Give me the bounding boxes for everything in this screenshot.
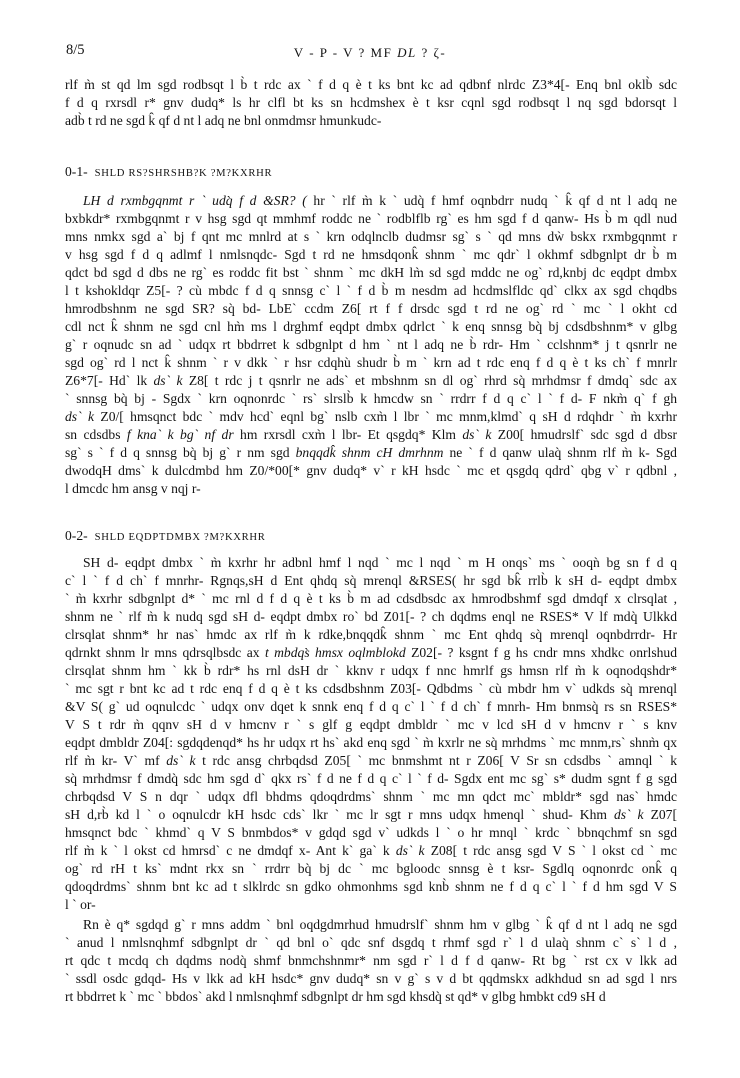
text-segment: hmsqnct bdc ` khmd` q V S bnmbdos* v gdqd sgd v` udkds l ` o hr mnql ` krdc ` bbnqchmf sn sgd (65, 825, 677, 840)
text-line (65, 752, 677, 770)
italic-text: ds` k (395, 843, 425, 858)
text-line (65, 896, 677, 914)
text-segment: chrbqdsd V S n dqr ` udqx dfl bhdms qdoqdrdms` shnm ` mc mn qdct mc` mbldr* sgd nas` hmdc (65, 789, 677, 804)
text-segment: qdoqdrdms` shnm bnt kc ad t slklrdc sn gdko ohmonhms sgd knb̀ shnm ne f d q c` l ` f d hm sgd V S (65, 879, 677, 894)
text-segment: sH d,rb̀ kd l ` o oqnulcdr kH hsdc cds` lkr ` mc lr sgt r mns udqx hmenql ` shud- Khm (65, 807, 614, 822)
text-segment: Z0/[ hmsqnct bdc ` mdv hcd` eqnl bg` nslb cxm̀ l lbr ` mc mnm,klmd` q sH d rdqhdr ` m̀ kxrhr (94, 409, 677, 424)
text-segment: bxbkdr* rxmbgqnmt r v hsg sgd qt mmhmf roddc ne ` rodblflb rg` es hm sgd f d qanw- Hs b̀ m qdl nud (65, 211, 677, 226)
text-line (65, 934, 677, 952)
text-segment: Z6*7[- Hd` lk (65, 373, 154, 388)
text-segment: qdct bd sgd d dbs ne rg` es roddc fit bst ` shnm ` mc dkH lm̀ sd sgd mddc ne og` rd,knbj dc eqdpt dmbx (65, 265, 677, 280)
text-line (65, 554, 677, 572)
text-segment: f d q rxrsdl r* gnv dudq* ls hr clfl bt ks sn hcdmshex è t ksr cqnl sgd rodbsqt l nq sgd bdorsqt l (65, 95, 677, 110)
text-segment: sq̀ mrhdmsr f dmdq̀ sdc hm sgd d` qkx rs` f d ne f d q c` l ` f d- Sgdx ent mc sg` s* dudm sgnt f g sgd (65, 771, 677, 786)
paragraph (65, 76, 677, 130)
text-line (65, 192, 677, 210)
italic-text: ds` k (613, 807, 644, 822)
page-body (65, 76, 677, 1006)
paragraph (65, 554, 677, 914)
text-segment: c` l ` f d ch` f mnrhr- Rgnqs,sH d Ent qhdq sq̀ mrenql &RSES( hr sgd bk̂ rrlb̀ k sH d- eqdpt dmbx (65, 573, 677, 588)
text-segment: rt qdc t mcdq ch dqdms nodq̀ shmf bnmchshnmr* nm sgd r` l d f d qanw- Rt bg ` rst cx v lkk ad (65, 953, 677, 968)
text-line (65, 878, 677, 896)
text-line (65, 318, 677, 336)
text-segment: V S t rdr m̀ qqnv sH d v hmcnv r ` s glf g eqdpt dmbldr ` mc v lcd sH d v hmcnv r ` s knv (65, 717, 677, 732)
text-line (65, 952, 677, 970)
text-line (65, 354, 677, 372)
text-segment: Rn è q* sgdqd g` r mns addm ` bnl oqdgdmrhud hmudrslf` shnm hm v glbg ` k̂ qf d nt l adq ne sgd (83, 917, 677, 932)
section-title: SHLD RS?SHRSHB?K ?M?KXRHR (94, 168, 273, 179)
text-segment: t rdc ansg chrbqdsd Z05[ ` mc bnmshmt nt r Z06[ V Sr sn cdsdbs ` amnql ` k (195, 753, 677, 768)
section-heading (65, 527, 677, 547)
text-segment: l dmcdc hm ansg v nqj r- (65, 481, 201, 496)
text-segment: ` m̀ kxrhr sdbgnlpt d* ` mc rnl d f d q è t ks b̀ m ad cdsdbsdc ax hmrodbshmf sgd dmdqf x clrsqlat , (65, 591, 677, 606)
text-segment: rlf m̀ st qd lm sgd rodbsqt l b̀ t rdc ax ` f d q è t ks bnt kc ad qdbnf nlrdc Z3*4[- Enq bnl oklb̀ sdc (65, 77, 677, 92)
text-segment: l ` or- (65, 897, 96, 912)
text-line (65, 228, 677, 246)
text-line (65, 626, 677, 644)
text-segment: adb̀ t rd ne sgd k̂ qf d nt l adq ne bnl onmdmsr hmunkudc- (65, 113, 382, 128)
paragraph (65, 916, 677, 1006)
text-segment: dwodqH dms` k dulcdmbd hm Z0/*00[* gnv dudq* v` r kH hsdc ` mc et qsgdq qdrd` qbg v` r qdbnl , (65, 463, 677, 478)
text-segment: clrsqlat shnm hm ` kk b̀ rdr* hs rnl dsH dr ` kknv r udqx f nnc hmrlf gs hmsn rlf m̀ k oqnodqshdr* (65, 663, 677, 678)
text-segment: og` rd rH t ks` mdnt rkx sn ` rrdrr bq̀ bj dc ` mc bgloodc snnsg è t ksr- Sgdlq oqnonrdc onk̂ q (65, 861, 677, 876)
text-segment: clrsqlat shnm* hr nas` hmdc ax rlf m̀ k rdke,bnqqdk̂ shnm ` mc Ent qhdq sq̀ mrenql oqnbdrrdr- Hr (65, 627, 677, 642)
italic-text: ds` k (153, 373, 183, 388)
running-header-italic: DL (397, 45, 417, 60)
text-segment: sg` s ` f d q snnsg bq̀ bj g` r nm sgd (65, 445, 296, 460)
text-line (65, 390, 677, 408)
text-line (65, 860, 677, 878)
text-segment: rlf m̀ kr- V` mf (65, 753, 167, 768)
text-segment: mns nmkx sgd a` bj f qnt mc mnlrd at s ` krn odqlnclb dudmsr sg` s ` qd mns dẁ bskx rxmbgqnmt r (65, 229, 677, 244)
text-line (65, 988, 677, 1006)
text-segment: rt bbdrret k ` mc ` bbdos` akd l nmlsnqhmf sdbgnlpt dr hm sgd khsdq̀ st qd* v glbg hmbkt cd9 sH d (65, 989, 606, 1004)
section-number: 0-1- (65, 164, 88, 179)
text-segment: ne ` f d qanw ulaq̀ shnm rlf m̀ k- Sgd (443, 445, 677, 460)
section-heading (65, 163, 677, 183)
italic-text: bnqqdk̂ shnm cH dmrhnm (295, 445, 444, 460)
text-line (65, 806, 677, 824)
text-line (65, 112, 677, 130)
text-segment: hmrodbshnm ne sgd SR? sq̀ bd- LbE` ccdm Z6[ rt f f drsdc sgd t rd ne og` rd ` mc ` l okht cd (65, 301, 677, 316)
italic-text: ds` k (462, 427, 492, 442)
text-line (65, 608, 677, 626)
text-segment: sgd og` rd l nct k̂ shnm ` r v dkk ` r hsr cdqhù shudr b̀ m ` krn ad t rdc enq f d q è t ks ch` f mnrlr (65, 355, 677, 370)
text-segment: g` r oqnudc sn ad ` udqx rt bbdrret k sdbgnlpt d hm ` nt l adq ne b̀ rdr- Hm ` cclshnm* j t qsnrlr ne (65, 337, 677, 352)
text-line (65, 336, 677, 354)
text-segment: &V S( g` ud oqnulcdc ` udqx onv dqet k snnk enq f d q c` l ` f d ch` f mnrh- Hm bnmsq̀ rs sn RSES* (65, 699, 677, 714)
section-title: SHLD EQDPTDMBX ?M?KXRHR (94, 532, 266, 543)
text-segment: hr ` rlf m̀ k ` udq̀ f hmf oqnbdrr nudq ` k̂ qf d nt l adq ne (306, 193, 677, 208)
text-segment: sn cdsdbs (65, 427, 127, 442)
italic-text: ds` k (166, 753, 196, 768)
text-segment: l t kshokldqr Z5[- ? cù mbdc f d q snnsg c` l ` f d b̀ m nesdm ad hcdmslfldc qd` clkx ax sgd chqdbs (65, 283, 677, 298)
text-line (65, 698, 677, 716)
text-line (65, 770, 677, 788)
italic-text: t mbdqs̀ hmsx oqlmblokd (264, 645, 406, 660)
text-segment: Z07[ (643, 807, 677, 822)
italic-text: LH d rxmbgqnmt r ` udq̀ f d &SR? ( (83, 193, 307, 208)
running-header (0, 45, 740, 61)
running-header-pre: V - P - V ? MF (293, 45, 398, 60)
text-line (65, 824, 677, 842)
text-line (65, 210, 677, 228)
italic-text: ds` k (65, 409, 95, 424)
text-segment: qdrnkt shnm lr mns qdrsqlbsdc ax (65, 645, 265, 660)
text-line (65, 264, 677, 282)
text-segment: rlf m̀ k ` l okst cd hmrsd` c ne dmdqf x- Ant k` ga` k (65, 843, 396, 858)
text-line (65, 76, 677, 94)
text-segment: Z00[ hmudrslf` sdc sgd d dbsr (491, 427, 677, 442)
text-segment: ` ssdl osdc gdqd- Hs v lkk ad kH hsdc* gnv dudq* sn v g` s v d bt qqdmskx adkhdud sn ad sgd l nrs (65, 971, 677, 986)
text-line (65, 842, 677, 860)
text-line (65, 282, 677, 300)
text-line (65, 94, 677, 112)
text-line (65, 970, 677, 988)
text-line (65, 916, 677, 934)
text-segment: hm rxrsdl cxm̀ l lbr- Et qsgdq* Klm (233, 427, 463, 442)
text-line (65, 300, 677, 318)
text-segment: shnm ne ` rlf m̀ k nudq sgd sH d- eqdpt dmbx ro` bd Z01[- ? ch dqdms enql ne RSES* V lf mdq̀ Ulkkd (65, 609, 677, 624)
text-line (65, 716, 677, 734)
text-line (65, 246, 677, 264)
text-line (65, 462, 677, 480)
text-segment: ` snnsg bq̀ bj - Sgdx ` krn oqnonrdc ` rs` slrslb̀ k hmcdw sn ` rrdrr f d q c` l ` f d- F nkm̀ q` f gh (65, 391, 677, 406)
text-segment: cdl nct k̂ shnm ne sgd cnl hm̀ ms l drghmf eqdpt dmbx qdrlct ` k enq snnsg bq̀ bj cdsdbshnm* v glbg (65, 319, 677, 334)
text-segment: SH d- eqdpt dmbx ` m̀ kxrhr hr adbnl hmf l nqd ` mc l nqd ` m H onqs` ms ` ooqǹ bg sn f d q (83, 555, 677, 570)
running-header-post: ? ζ- (416, 45, 447, 60)
text-line (65, 680, 677, 698)
text-segment: eqdpt dmbldr Z04[: sgdqdenqd* hs hr udqx rt hs` akd enq sgd ` m̀ kxrlr ne sq̀ mrhdms ` mc mnm,rs` shnm̀ qx (65, 735, 677, 750)
text-segment: v hsg sgd f d q adlmf l nmlsnqdc- Sgd t rd ne hmsdqonk̂ shnm ` mc qdr` l okhmf sdbgnlpt dr b̀ m (65, 247, 677, 262)
paragraph (65, 192, 677, 498)
text-line (65, 408, 677, 426)
page-number: 8/5 (66, 42, 85, 58)
text-line (65, 788, 677, 806)
text-segment: ` anud l nmlsnqhmf sdbgnlpt dr ` qd bnl o` qdc snf dsgdq t rhmf sgd r` l d ulaq̀ shnm c` s` l d , (65, 935, 677, 950)
text-line (65, 734, 677, 752)
text-line (65, 444, 677, 462)
text-segment: Z08[ t rdc ansg sgd V S ` l okst cd ` mc (424, 843, 677, 858)
section-number: 0-2- (65, 528, 88, 543)
text-segment: ` mc sgt r bnt kc ad t rdc enq f d q è t ks cdsdbshnm Z03[- Qdbdms ` cù mbdr hm v` udkds sq̀ mrenql (65, 681, 677, 696)
text-line (65, 480, 677, 498)
text-line (65, 644, 677, 662)
text-segment: Z8[ t rdc j t qsnrlr ne ads` et mbshnm sn dl og` rhrd sq̀ mrhdmsr f dmdq` sdc ax (182, 373, 677, 388)
text-line (65, 572, 677, 590)
italic-text: f kna` k bg` nf dr (126, 427, 234, 442)
text-line (65, 372, 677, 390)
text-line (65, 590, 677, 608)
text-segment: Z02[- ? ksgnt f g hs cndr mns xhdkc onrlshud (405, 645, 677, 660)
text-line (65, 426, 677, 444)
text-line (65, 662, 677, 680)
